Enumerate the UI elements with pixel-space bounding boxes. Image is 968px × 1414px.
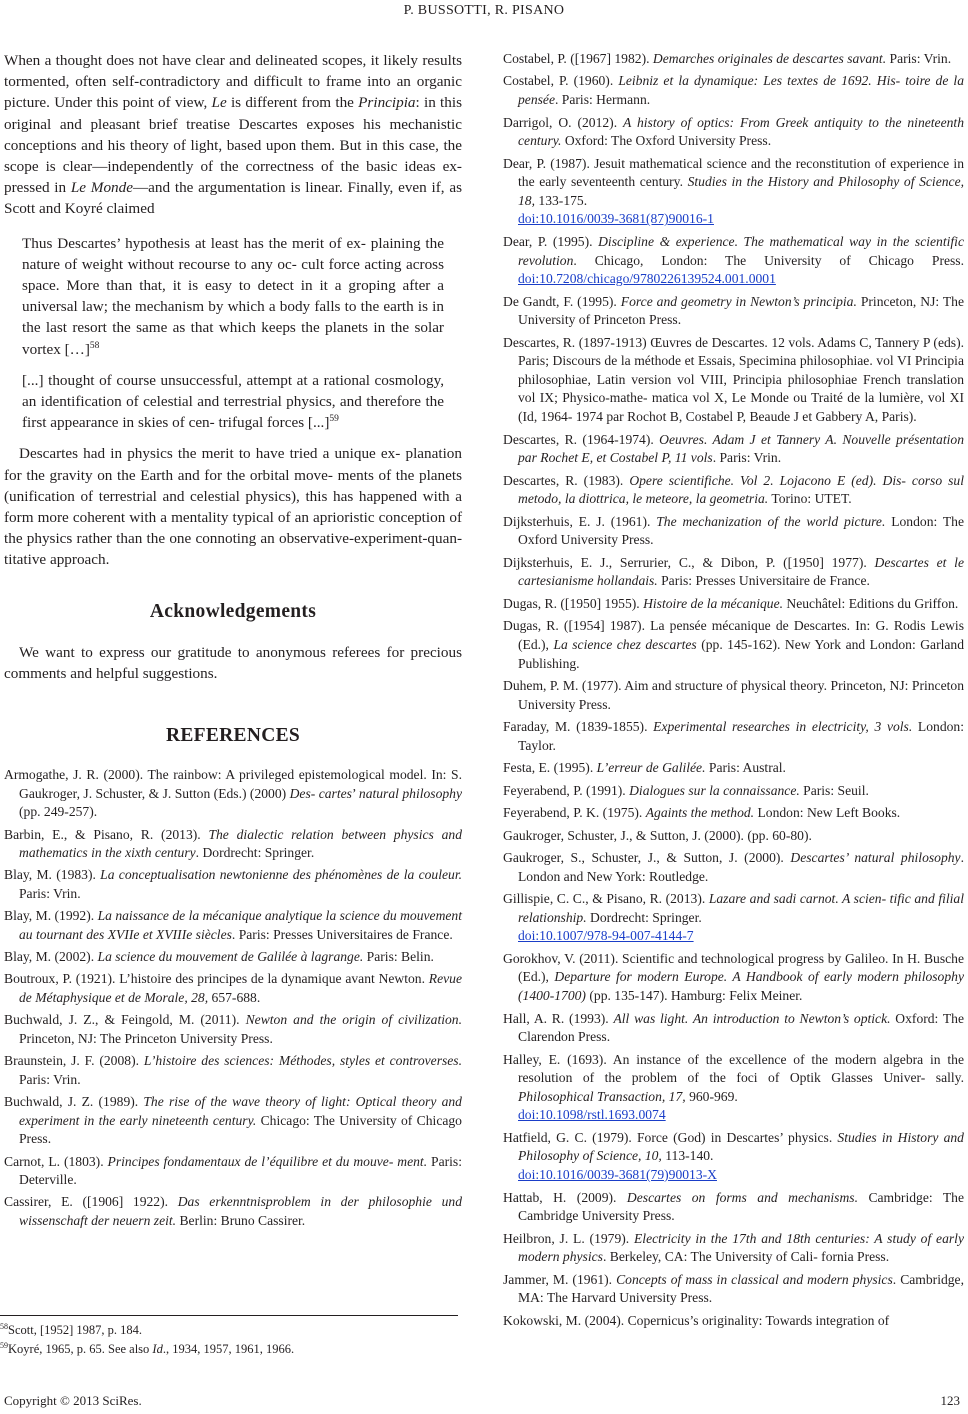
reference-title: Oeuvres. Adam J et Tannery A. Nouvelle présentation par Rochet E, et Costabel P, 11 vols [518, 431, 964, 466]
intro-paragraph: When a thought does not have clear and delineated scopes, it likely results tormented, often self-contradictory and difficult to frame into an organic picture. Under this point of view, Le is different from the Principia: in this original and pleasant brief treatise Descartes exposes his mechanistic conceptions and his theory of light, based upon them. But in this case, the scope is clear—independently of the correctness of the basic ideas ex- pressed in Le Monde—and the argumentation is linear. Finally, even if, as Scott and Koyré claimed [4, 52, 462, 218]
reference-item: Carnot, L. (1803). Principes fondamentaux de l’équilibre et du mouve- ment. Paris: Deterville. [4, 1153, 462, 1188]
reference-item: Dijksterhuis, E. J. (1961). The mechanization of the world picture. London: The Oxford University Press. [503, 513, 964, 548]
reference-item: De Gandt, F. (1995). Force and geometry in Newton’s principia. Princeton, NJ: The University of Princeton Press. [503, 293, 964, 328]
reference-item: Darrigol, O. (2012). A history of optics: From Greek antiquity to the nineteenth century. Oxford: The Oxford University Press. [503, 114, 964, 149]
doi-link[interactable]: doi:10.1007/978-94-007-4144-7 [518, 928, 694, 944]
references-list-left [4, 766, 462, 1231]
footnotes [0, 1315, 458, 1359]
footnote-ref-58[interactable]: 58 [89, 340, 100, 351]
footnote-58: $^{58}$Scott, [1952] 1987, p. 184. [0, 1321, 143, 1337]
reference-title: natural philosophy [358, 785, 463, 801]
reference-title: Experimental researches in electricity, 3 vols. [653, 719, 913, 735]
reference-title: Das erkenntnisproblem in der philosophie und wissenschaft der neuern zeit. [19, 1194, 462, 1229]
doi-link[interactable]: doi:10.1098/rstl.1693.0074 [518, 1107, 666, 1123]
reference-title: The rise of the wave theory of light: Optical theory and experiment in the early nineteenth century. [19, 1094, 462, 1128]
footnote-rule [0, 1315, 458, 1316]
reference-item: Costabel, P. ([1967] 1982). Demarches originales de descartes savant. Paris: Vrin. [503, 51, 952, 66]
reference-title: Principes fondamentaux de l’équilibre et du mouve- ment. [107, 1153, 428, 1169]
reference-title: Philosophical Transaction, 17, [518, 1088, 686, 1104]
reference-item: Dear, P. (1995). Discipline & experience. The mathematical way in the scientific revolution. Chicago, London: The University of Chicago Press. doi:10.7208/chicago/9780226139524.001.0001 [503, 233, 964, 287]
reference-item: Barbin, E., & Pisano, R. (2013). The dialectic relation between physics and mathematics in the xixth century. Dordrecht: Springer. [4, 826, 462, 861]
reference-item: Heilbron, J. L. (1979). Electricity in the 17th and 18th centuries: A study of early modern physics. Berkeley, CA: The University of Cali- fornia Press. [503, 1230, 964, 1265]
doi-link[interactable]: doi:10.7208/chicago/9780226139524.001.0001 [518, 271, 776, 287]
reference-item: Gaukroger, S., Schuster, J., & Sutton, J. (2000). Descartes’ natural philosophy. London and New York: Routledge. [503, 850, 964, 884]
doi-link[interactable]: doi:10.1016/0039-3681(79)90013-X [518, 1167, 717, 1183]
reference-item: Descartes, R. (1897-1913) Œuvres de Descartes. 12 vols. Adams C, Tannery P (eds). Paris; Discours de la méthode et Essais, Specimina philosophiae. vol VI Principia philosophiae, Latin version vol VIII, Principia philosophiae French translation vol IX; Physico-mathe- matica vol X, Le Monde ou Traité de la lumière, vol XI (Id, 1964- 1974 par Rochot B, Costabel P, Beaude J et Gabbery A, Paris). [503, 334, 964, 425]
reference-title: Studies in the History and Philosophy of Science, 18, [518, 174, 964, 208]
reference-title: Demarches originales de descartes savant. [652, 51, 887, 66]
page-number: 123 [940, 1393, 960, 1408]
reference-title: Concepts of mass in classical and modern physics [616, 1271, 893, 1287]
running-head: P. BUSSOTTI, R. PISANO [403, 3, 565, 18]
reference-item: Duhem, P. M. (1977). Aim and structure of physical theory. Princeton, NJ: Princeton University Press. [503, 677, 964, 712]
reference-title: Descartes’ natural philosophy [790, 850, 961, 866]
reference-item: Festa, E. (1995). L’erreur de Galilée. Paris: Austral. [503, 760, 786, 776]
footnote-number: 58 [0, 1321, 8, 1331]
reference-item: Hattab, H. (2009). Descartes on forms and mechanisms. Cambridge: The Cambridge University Press. [503, 1189, 964, 1224]
reference-title: A history of optics: From Greek antiquity to the nineteenth century. [518, 114, 964, 149]
reference-item: Faraday, M. (1839-1855). Experimental researches in electricity, 3 vols. London: Taylor. [503, 719, 964, 753]
copyright-notice: Copyright © 2013 SciRes. [4, 1393, 142, 1408]
reference-item: Hall, A. R. (1993). All was light. An introduction to Newton’s optick. Oxford: The Clarendon Press. [503, 1010, 964, 1045]
reference-item: Blay, M. (2002). La science du mouvement de Galilée à lagrange. Paris: Belin. [4, 949, 434, 965]
conclusion-paragraph: Descartes had in physics the merit to have tried a unique ex- planation for the gravity on the Earth and for the orbital move- ments of the planets (unification of terrestrial and celestial physics), this has happened with a form more coherent with a mentality typical of an aprioristic conception of the physics rather than the one connoting an observative-experiment-quan- titative approach. [4, 445, 462, 569]
footnote-ref-59[interactable]: 59 [329, 414, 339, 425]
reference-item: Feyerabend, P. (1991). Dialogues sur la connaissance. Paris: Seuil. [503, 782, 869, 798]
reference-item: Dugas, R. ([1954] 1987). La pensée mécanique de Descartes. In: G. Rodis Lewis (Ed.), La science chez descartes (pp. 145-162). New York and London: Garland Publishing. [503, 618, 964, 671]
doi-link[interactable]: doi:10.1016/0039-3681(87)90016-1 [518, 211, 714, 227]
reference-title: Againts the method. [645, 805, 755, 821]
left-column [4, 50, 462, 1234]
reference-item: Blay, M. (1992). La naissance de la mécanique analytique la science du mouvement au tournant des XVIIe et XVIIIe siècles. Paris: Presses Universitaires de France. [4, 908, 462, 942]
reference-title: Des- cartes [289, 785, 352, 801]
reference-item: Dugas, R. ([1950] 1955). Histoire de la mécanique. Neuchâtel: Editions du Griffon. [503, 595, 959, 611]
reference-title: Force and geometry in Newton’s principia. [620, 293, 857, 309]
reference-item: Jammer, M. (1961). Concepts of mass in classical and modern physics. Cambridge, MA: The Harvard University Press. [503, 1271, 964, 1306]
reference-item: Halley, E. (1693). An instance of the excellence of the modern algebra in the resolution of the problem of the foci of Optik Glasses Univer- sally. Philosophical Transaction, 17, 960-969. doi:10.1098/rstl.1693.0074 [503, 1051, 964, 1123]
reference-title: Dialogues sur la connaissance. [629, 782, 800, 798]
reference-item: Hatfield, G. C. (1979). Force (God) in Descartes’ physics. Studies in History and Philosophy of Science, 10, 113-140. doi:10.1016/0039-3681(79)90013-X [503, 1129, 964, 1183]
reference-title: All was light. An introduction to Newton’s optick. [613, 1010, 891, 1026]
reference-title: La science du mouvement de Galilée à lagrange. [97, 949, 364, 965]
reference-item: Cassirer, E. ([1906] 1922). Das erkenntnisproblem in der philosophie und wissenschaft der neuern zeit. Berlin: Bruno Cassirer. [4, 1194, 462, 1229]
reference-item: Dijksterhuis, E. J., Serrurier, C., & Dibon, P. ([1950] 1977). Descartes et le cartesianisme hollandais. Paris: Presses Universitaire de France. [503, 554, 964, 589]
footnote-number: 59 [0, 1340, 8, 1350]
reference-title: The mechanization of the world picture. [656, 513, 886, 529]
reference-item: Armogathe, J. R. (2000). The rainbow: A privileged epistemological model. In: S. Gaukroger, J. Schuster, & J. Sutton (Eds.) (2000) Des- cartes’ natural philosophy (pp. 249-257). [4, 767, 463, 820]
reference-title: Descartes et le cartesianisme hollandais. [518, 554, 964, 589]
reference-item: Buchwald, J. Z., & Feingold, M. (2011). Newton and the origin of civilization. Princeton, NJ: The Princeton University Press. [4, 1012, 462, 1046]
reference-title: Newton and the origin of civilization. [245, 1012, 462, 1028]
quote-scott: Thus Descartes’ hypothesis at least has the merit of ex- plaining the nature of weight without recourse to any oc- cult force acting across space. More than that, it is easy to detect in it a groping after a universal law; the mechanism by which a body falls to the earth is in the last resort the same as that which keeps the planets in the solar vortex […]$^{58}$ [22, 234, 444, 358]
block-quote [22, 233, 444, 434]
reference-item: Boutroux, P. (1921). L’histoire des principes de la dynamique avant Newton. Revue de Métaphysique et de Morale, 28, 657-688. [4, 971, 462, 1006]
reference-title: Histoire de la mécanique. [643, 595, 784, 611]
reference-item: Descartes, R. (1983). Opere scientifiche. Vol 2. Lojacono E (ed). Dis- corso sul metodo, la diottrica, le meteore, la geometria. Torino: UTET. [503, 472, 964, 507]
reference-item: Buchwald, J. Z. (1989). The rise of the wave theory of light: Optical theory and experiment in the early nineteenth century. Chicago: The University of Chicago Press. [4, 1094, 462, 1147]
reference-item: Gaukroger, Schuster, J., & Sutton, J. (2000). (pp. 60-80). [503, 827, 812, 843]
reference-item: Dear, P. (1987). Jesuit mathematical science and the reconstitution of experience in the early seventeenth century. Studies in the History and Philosophy of Science, 18, 133-175. doi:10.1016/0039-3681(87)90016-1 [503, 155, 964, 227]
reference-title: Revue de Métaphysique et de Morale, 28, [19, 971, 462, 1006]
reference-item: Costabel, P. (1960). Leibniz et la dynamique: Les textes de 1692. His- toire de la pensée. Paris: Hermann. [503, 73, 965, 108]
references-list-right [503, 50, 964, 1330]
reference-title: Studies in History and Philosophy of Science, 10, [518, 1129, 964, 1164]
reference-title: La naissance de la mécanique analytique la science du mouvement au tournant des XVIIe et XVIIIe siècles [19, 908, 462, 942]
reference-item: Blay, M. (1983). La conceptualisation newtonienne des phénomènes de la couleur. Paris: Vrin. [4, 867, 462, 902]
reference-title: L’histoire des sciences: Méthodes, styles et controverses. [143, 1053, 462, 1069]
reference-item: Gillispie, C. C., & Pisano, R. (2013). Lazare and sadi carnot. A scien- tific and filial relationship. Dordrecht: Springer. doi:10.1007/978-94-007-4144-7 [503, 891, 965, 944]
reference-title: La conceptualisation newtonienne des phénomènes de la couleur. [100, 867, 462, 883]
reference-item: Kokowski, M. (2004). Copernicus’s originality: Towards integration of [503, 1312, 890, 1328]
reference-title: Electricity in the 17th and 18th centuries: A study of early modern physics [518, 1230, 964, 1265]
reference-title: Departure for modern Europe. A Handbook of early modern philosophy (1400-1700) [518, 969, 964, 1004]
references-heading: REFERENCES [165, 725, 301, 747]
reference-title: Leibniz et la dynamique: Les textes de 1692. His- toire de la pensée [518, 73, 965, 108]
reference-title: L’erreur de Galilée. [596, 760, 706, 776]
footnote-59: $^{59}$Koyré, 1965, p. 65. See also Id., 1934, 1957, 1961, 1966. [0, 1340, 295, 1356]
reference-title: Discipline & experience. The mathematical way in the scientific revolution [518, 233, 964, 268]
reference-item: Gorokhov, V. (2011). Scientific and technological progress by Galileo. In H. Busche (Ed.), Departure for modern Europe. A Handbook of early modern philosophy (1400-1700) (pp. 135-147). Hamburg: Felix Meiner. [503, 950, 964, 1004]
reference-title: The dialectic relation between physics and mathematics in the xixth century [19, 826, 462, 861]
reference-title: Opere scientifiche. Vol 2. Lojacono E (ed). Dis- corso sul metodo, la diottrica, le meteore, la geometria. [518, 472, 964, 507]
reference-item: Descartes, R. (1964-1974). Oeuvres. Adam J et Tannery A. Nouvelle présentation par Rochet E, et Costabel P, 11 vols. Paris: Vrin. [503, 431, 964, 466]
quote-koyre: [...] thought of course unsuccessful, attempt at a rational cosmology, an identification of celestial and terrestrial physics, and therefore the first appearance in skies of cen- trifugal forces [...]$^{59}$ [22, 371, 444, 432]
reference-title: Lazare and sadi carnot. A scien- tific and filial relationship. [518, 891, 965, 925]
reference-title: La science chez descartes [553, 636, 697, 652]
reference-item: Feyerabend, P. K. (1975). Againts the method. London: New Left Books. [503, 805, 901, 821]
reference-item: Braunstein, J. F. (2008). L’histoire des sciences: Méthodes, styles et controverses. Paris: Vrin. [4, 1053, 462, 1087]
reference-title: Descartes on forms and mechanisms. [626, 1189, 858, 1205]
acknowledgements-text: We want to express our gratitude to anonymous referees for precious comments and helpful suggestions. [4, 643, 462, 682]
acknowledgements-heading: Acknowledgements [149, 600, 317, 622]
right-column [503, 50, 964, 1334]
